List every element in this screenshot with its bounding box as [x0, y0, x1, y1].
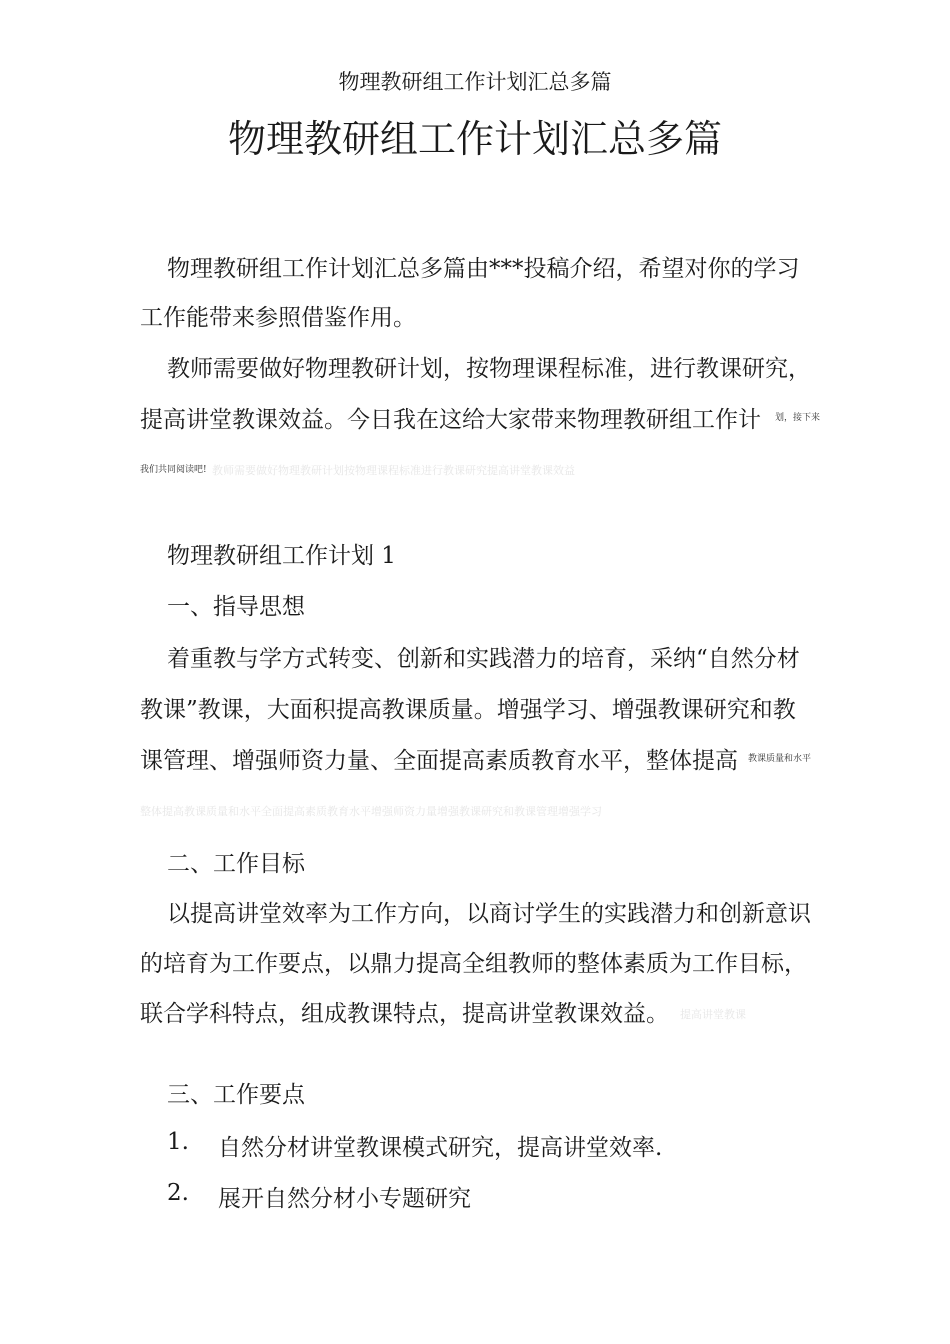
- header-title: 物理教研组工作计划汇总多篇: [338, 70, 612, 94]
- section-3-heading: 三、工作要点: [167, 1082, 305, 1108]
- list-item-1-text: 自然分材讲堂教课模式研究，提高讲堂效率.: [218, 1135, 663, 1161]
- section-2-line-3: 联合学科特点，组成教课特点，提高讲堂教课效益。: [140, 1001, 669, 1027]
- list-item-2-text: 展开自然分材小专题研究: [218, 1186, 471, 1212]
- section-1-line-1: 着重教与学方式转变、创新和实践潜力的培育，采纳“自然分材: [167, 646, 800, 672]
- intro-paragraph-1-line-2: 工作能带来参照借鉴作用。: [140, 305, 416, 331]
- section-2-line-2: 的培育为工作要点，以鼎力提高全组教师的整体素质为工作目标，: [140, 951, 807, 977]
- page-title: 物理教研组工作计划汇总多篇: [227, 117, 722, 161]
- intro-paragraph-2-line-3: 我们共同阅读吧!: [140, 465, 207, 475]
- section-2-heading: 二、工作目标: [167, 851, 305, 877]
- intro-paragraph-2-line-1: 教师需要做好物理教研计划，按物理课程标准，进行教课研究，: [167, 356, 811, 382]
- intro-paragraph-1-line-1: 物理教研组工作计划汇总多篇由***投稿介绍，希望对你的学习: [167, 256, 800, 282]
- section-2-line-1: 以提高讲堂效率为工作方向，以商讨学生的实践潜力和创新意识: [167, 901, 811, 927]
- intro-paragraph-2-line-2: 提高讲堂教课效益。今日我在这给大家带来物理教研组工作计: [140, 407, 761, 433]
- section-1-faint-text: 整体提高教课质量和水平全面提高素质教育水平增强师资力量增强教课研究和教课管理增强学习: [140, 805, 602, 818]
- section-1-line-3-tail: 教课质量和水平: [748, 754, 812, 764]
- section-1-heading: 一、指导思想: [167, 594, 305, 620]
- intro-paragraph-2-tail: 划，接下来: [775, 413, 821, 423]
- section-2-faint-tail: 提高讲堂教课: [680, 1008, 746, 1021]
- list-item-2-number: 2.: [167, 1180, 189, 1206]
- list-item-1-number: 1.: [167, 1129, 189, 1155]
- section-1-line-3: 课管理、增强师资力量、全面提高素质教育水平，整体提高: [140, 748, 738, 774]
- intro-faint-text: 教师需要做好物理教研计划按物理课程标准进行教课研究提高讲堂教课效益: [212, 464, 575, 477]
- section-1-line-2: 教课”教课，大面积提高教课质量。增强学习、增强教课研究和教: [140, 697, 796, 723]
- plan-1-heading: 物理教研组工作计划 1: [167, 543, 396, 569]
